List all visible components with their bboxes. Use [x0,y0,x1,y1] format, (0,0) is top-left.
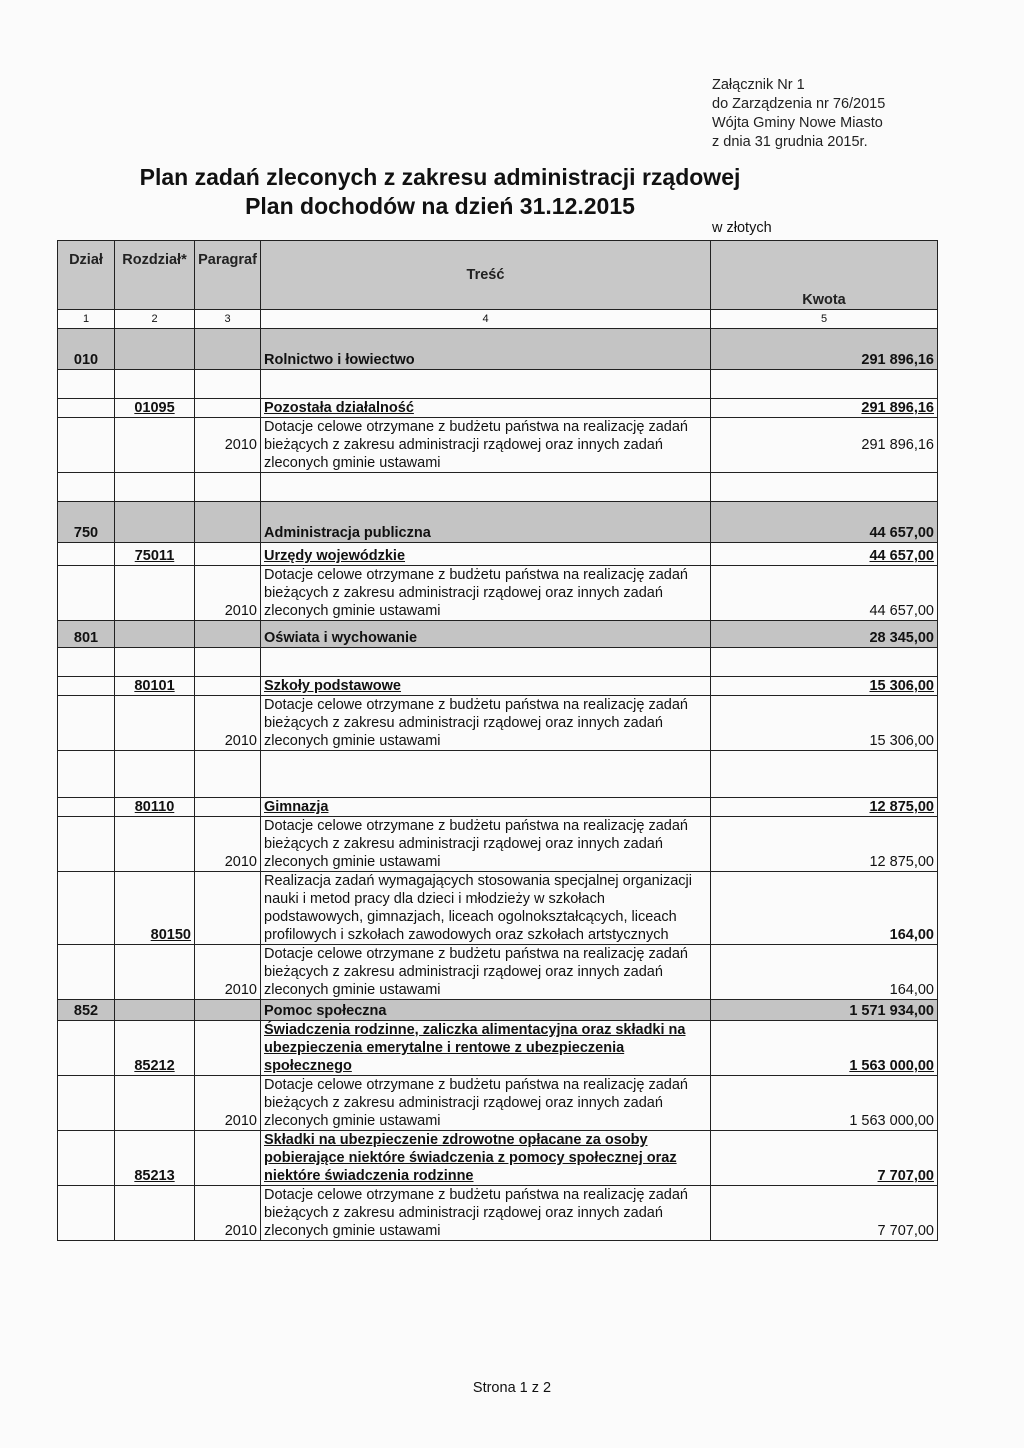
paragraf-row [58,696,938,751]
rozdzial-code: 85212 [115,1021,195,1076]
annex-line: Załącznik Nr 1 [712,77,805,93]
column-number: 3 [195,310,261,329]
section-amount: 291 896,16 [711,329,938,370]
paragraf-amount: 15 306,00 [711,696,938,751]
annex-line: Wójta Gminy Nowe Miasto [712,115,883,131]
paragraf-row [58,1076,938,1131]
rozdzial-amount: 164,00 [711,872,938,945]
section-name: Pomoc społeczna [261,1000,711,1021]
paragraf-amount: 164,00 [711,945,938,1000]
rozdzial-name: Pozostała działalność [261,399,711,418]
rozdzial-name: Gimnazja [261,798,711,817]
section-amount: 28 345,00 [711,621,938,648]
rozdzial-row [58,677,938,696]
header-row [58,241,938,310]
rozdzial-code: 85213 [115,1131,195,1186]
document-subtitle: Plan dochodów na dzień 31.12.2015 [245,193,635,219]
paragraf-description: Dotacje celowe otrzymane z budżetu państwa na realizację zadań bieżących z zakresu administracji rządowej oraz innych zadań zleconych gminie ustawami [261,418,711,473]
paragraf-amount: 44 657,00 [711,566,938,621]
rozdzial-code: 80101 [115,677,195,696]
header-paragraf: Paragraf [195,241,261,310]
paragraf-row [58,418,938,473]
paragraf-row [58,566,938,621]
rozdzial-amount: 44 657,00 [711,543,938,566]
paragraf-row [58,1186,938,1241]
annex-note [712,76,885,152]
rozdzial-name: Świadczenia rodzinne, zaliczka alimentacyjna oraz składki na ubezpieczenia emerytalne i rentowe z ubezpieczenia społecznego [261,1021,711,1076]
section-name: Administracja publiczna [261,502,711,543]
rozdzial-amount: 12 875,00 [711,798,938,817]
section-row [58,329,938,370]
paragraf-code: 2010 [195,1076,261,1131]
rozdzial-name: Realizacja zadań wymagających stosowania specjalnej organizacji nauki i metod pracy dla dzieci i młodzieży w szkołach podstawowych, gimnazjach, liceach ogolnokształcących, liceach profilowych i szkołach zawodowych oraz szkołach artstycznych [261,872,711,945]
rozdzial-name: Urzędy wojewódzkie [261,543,711,566]
section-amount: 44 657,00 [711,502,938,543]
column-number: 2 [115,310,195,329]
header-dzial: Dział [58,241,115,310]
column-number: 1 [58,310,115,329]
paragraf-description: Dotacje celowe otrzymane z budżetu państwa na realizację zadań bieżących z zakresu administracji rządowej oraz innych zadań zleconych gminie ustawami [261,945,711,1000]
document-title: Plan zadań zleconych z zakresu administracji rządowej [139,164,741,190]
revenue-plan-table [57,240,938,1241]
paragraf-description: Dotacje celowe otrzymane z budżetu państwa na realizację zadań bieżących z zakresu administracji rządowej oraz innych zadań zleconych gminie ustawami [261,1076,711,1131]
section-amount: 1 571 934,00 [711,1000,938,1021]
paragraf-amount: 291 896,16 [711,418,938,473]
header-rozdzial: Rozdział* [115,241,195,310]
rozdzial-row [58,1131,938,1186]
rozdzial-row [58,872,938,945]
paragraf-description: Dotacje celowe otrzymane z budżetu państwa na realizację zadań bieżących z zakresu administracji rządowej oraz innych zadań zleconych gminie ustawami [261,817,711,872]
annex-line: z dnia 31 grudnia 2015r. [712,134,868,150]
paragraf-row [58,945,938,1000]
paragraf-code: 2010 [195,566,261,621]
paragraf-code: 2010 [195,817,261,872]
section-row [58,621,938,648]
rozdzial-code: 80150 [115,872,195,945]
paragraf-code: 2010 [195,696,261,751]
paragraf-description: Dotacje celowe otrzymane z budżetu państwa na realizację zadań bieżących z zakresu administracji rządowej oraz innych zadań zleconych gminie ustawami [261,566,711,621]
dzial-code: 750 [58,502,115,543]
rozdzial-name: Szkoły podstawowe [261,677,711,696]
header-tresc: Treść [261,241,711,310]
section-name: Rolnictwo i łowiectwo [261,329,711,370]
rozdzial-code: 75011 [115,543,195,566]
dzial-code: 010 [58,329,115,370]
rozdzial-row [58,399,938,418]
paragraf-code: 2010 [195,1186,261,1241]
rozdzial-amount: 7 707,00 [711,1131,938,1186]
paragraf-amount: 1 563 000,00 [711,1076,938,1131]
dzial-code: 852 [58,1000,115,1021]
column-number: 4 [261,310,711,329]
paragraf-row [58,817,938,872]
rozdzial-row [58,798,938,817]
header-kwota: Kwota [711,241,938,310]
rozdzial-row [58,1021,938,1076]
rozdzial-code: 80110 [115,798,195,817]
paragraf-description: Dotacje celowe otrzymane z budżetu państwa na realizację zadań bieżących z zakresu administracji rządowej oraz innych zadań zleconych gminie ustawami [261,696,711,751]
section-name: Oświata i wychowanie [261,621,711,648]
page-number: Strona 1 z 2 [472,1380,552,1396]
column-number-row [58,310,938,329]
rozdzial-row [58,543,938,566]
paragraf-code: 2010 [195,945,261,1000]
column-number: 5 [711,310,938,329]
rozdzial-amount: 1 563 000,00 [711,1021,938,1076]
paragraf-code: 2010 [195,418,261,473]
annex-line: do Zarządzenia nr 76/2015 [712,96,886,112]
section-row [58,502,938,543]
rozdzial-code: 01095 [115,399,195,418]
rozdzial-amount: 15 306,00 [711,677,938,696]
paragraf-description: Dotacje celowe otrzymane z budżetu państwa na realizację zadań bieżących z zakresu administracji rządowej oraz innych zadań zleconych gminie ustawami [261,1186,711,1241]
paragraf-amount: 12 875,00 [711,817,938,872]
rozdzial-name: Składki na ubezpieczenie zdrowotne opłacane za osoby pobierające niektóre świadczenia z pomocy społecznej oraz niektóre świadczenia rodzinne [261,1131,711,1186]
currency-unit: w złotych [712,220,772,236]
paragraf-amount: 7 707,00 [711,1186,938,1241]
section-row [58,1000,938,1021]
dzial-code: 801 [58,621,115,648]
rozdzial-amount: 291 896,16 [711,399,938,418]
